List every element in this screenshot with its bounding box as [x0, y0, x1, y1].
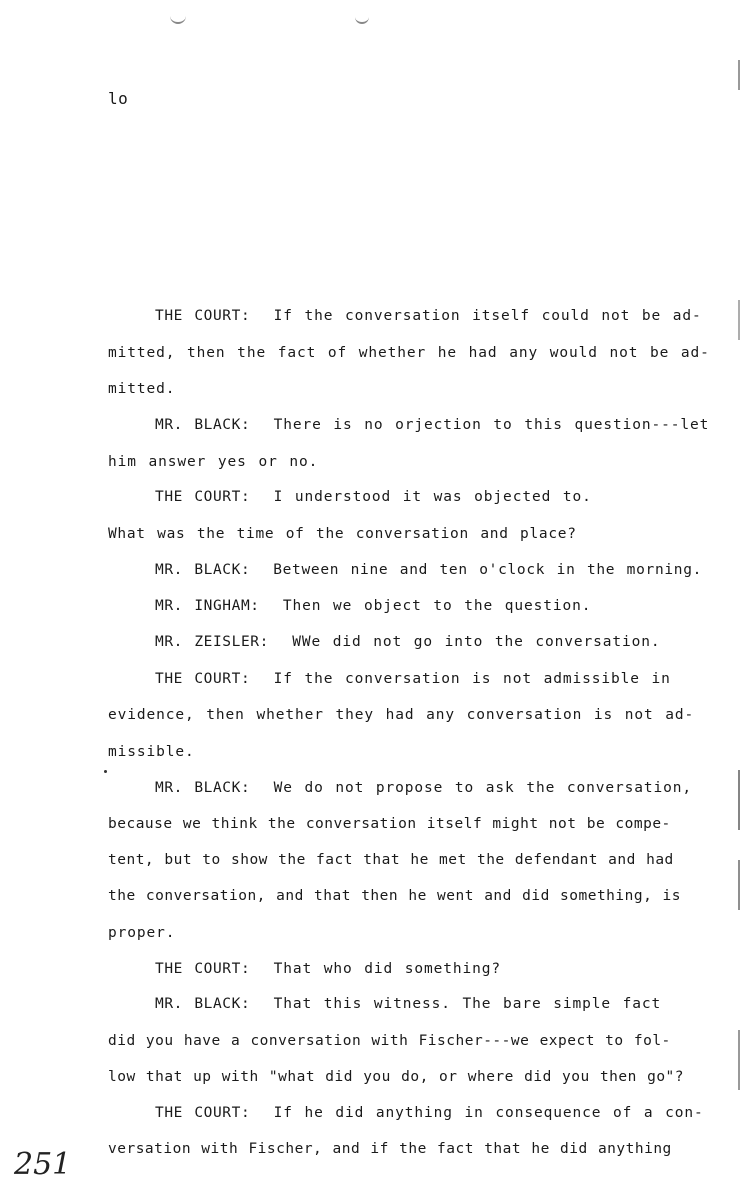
transcript-line: [108, 527, 577, 542]
speaker-label: MR. BLACK:: [155, 562, 251, 578]
transcript-line: [108, 1034, 671, 1049]
transcript-line: [108, 1142, 672, 1157]
speaker-label: MR. BLACK:: [155, 780, 251, 796]
line-text: mitted, then the fact of whether he had any would not be ad-: [108, 345, 710, 361]
transcript-line: [108, 382, 175, 397]
transcript-line: [108, 1070, 684, 1085]
transcript-line: [155, 672, 671, 687]
transcript-line: [155, 599, 591, 614]
speaker-label: MR. BLACK:: [155, 996, 251, 1012]
line-text: That who did something?: [273, 961, 502, 977]
line-text: Between nine and ten o'clock in the morning.: [273, 562, 703, 578]
transcript-line: [108, 708, 694, 723]
transcript-line: [155, 781, 692, 796]
transcript-line: [108, 889, 681, 904]
transcript-line: [155, 490, 592, 505]
speaker-label: MR. ZEISLER:: [155, 634, 269, 650]
speaker-label: MR. INGHAM:: [155, 598, 260, 614]
transcript-line: [108, 926, 175, 941]
binding-edge-mark: [738, 60, 740, 90]
binding-edge-mark: [738, 300, 740, 340]
line-text: That this witness. The bare simple fact: [273, 996, 662, 1012]
line-text: low that up with "what did you do, or where did you then go"?: [108, 1069, 685, 1085]
speaker-label: THE COURT:: [155, 308, 251, 324]
line-text: What was the time of the conversation and place?: [108, 526, 577, 542]
top-smudge-mark: [170, 8, 186, 24]
speaker-label: THE COURT:: [155, 671, 251, 687]
handwritten-page-number: 251: [14, 1147, 72, 1182]
transcript-line: [155, 962, 501, 977]
ink-speck: [104, 770, 107, 773]
transcript-line: [155, 418, 709, 433]
line-text: There is no orjection to this question---let: [273, 417, 710, 433]
speaker-label: THE COURT:: [155, 1105, 251, 1121]
line-text: tent, but to show the fact that he met the defendant and had: [108, 852, 674, 868]
line-text: missible.: [108, 744, 195, 760]
transcript-line: [155, 309, 702, 324]
transcript-line: [108, 455, 318, 470]
transcript-line: [155, 563, 702, 578]
line-text: the conversation, and that then he went and did something, is: [108, 888, 682, 904]
transcript-line: [108, 817, 671, 832]
line-text: evidence, then whether they had any conversation is not ad-: [108, 707, 695, 723]
speaker-label: THE COURT:: [155, 961, 251, 977]
line-text: him answer yes or no.: [108, 454, 319, 470]
top-smudge-mark: [355, 8, 369, 24]
line-text: We do not propose to ask the conversation,: [273, 780, 693, 796]
transcript-line: [155, 997, 661, 1012]
binding-edge-mark: [738, 770, 740, 830]
line-text: I understood it was objected to.: [273, 489, 592, 505]
speaker-label: MR. BLACK:: [155, 417, 251, 433]
line-text: WWe did not go into the conversation.: [292, 634, 661, 650]
line-text: versation with Fischer, and if the fact that he did anything: [108, 1141, 672, 1157]
transcript-line: [108, 745, 195, 760]
binding-edge-mark: [738, 860, 740, 910]
page-number: lo: [108, 89, 129, 108]
line-text: If he did anything in consequence of a con-: [273, 1105, 704, 1121]
binding-edge-mark: [738, 1030, 740, 1090]
line-text: did you have a conversation with Fischer---we expect to fol-: [108, 1033, 671, 1049]
line-text: If the conversation itself could not be ad-: [273, 308, 702, 324]
line-text: mitted.: [108, 381, 176, 397]
transcript-line: [155, 635, 661, 650]
line-text: because we think the conversation itself might not be compe-: [108, 816, 671, 832]
line-text: Then we object to the question.: [282, 598, 592, 614]
line-text: If the conversation is not admissible in: [273, 671, 671, 687]
line-text: proper.: [108, 925, 176, 941]
transcript-line: [155, 1106, 704, 1121]
speaker-label: THE COURT:: [155, 489, 251, 505]
transcript-line: [108, 346, 710, 361]
transcript-line: [108, 853, 674, 868]
